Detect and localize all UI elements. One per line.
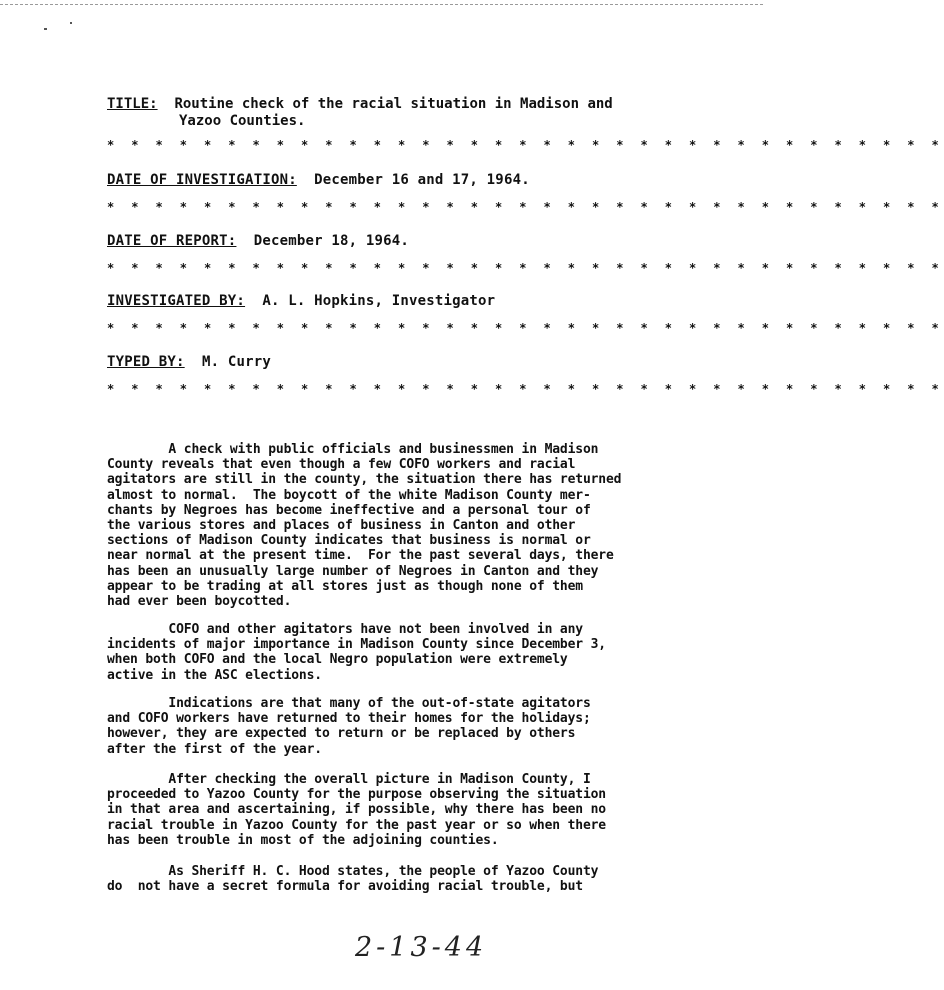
paragraph-line: County reveals that even though a few COFO workers and racial	[107, 457, 576, 473]
paragraph-line: the various stores and places of business in Canton and other	[107, 518, 576, 534]
paragraph-line: in that area and ascertaining, if possible, why there has been no	[107, 802, 606, 818]
handwritten-page-number: 2-13-44	[355, 932, 488, 963]
date-of-report-label: DATE OF REPORT:	[107, 233, 237, 249]
title-line-2: Yazoo Counties.	[179, 113, 306, 129]
date-of-investigation-label: DATE OF INVESTIGATION:	[107, 172, 297, 188]
paragraph-line: chants by Negroes has become ineffective and a personal tour of	[107, 502, 591, 518]
investigated-by-value: A. L. Hopkins, Investigator	[262, 293, 496, 309]
paragraph-line: has been an unusually large number of Negroes in Canton and they	[107, 563, 599, 579]
paragraph-line: and COFO workers have returned to their homes for the holidays;	[107, 711, 591, 727]
title-label: TITLE:	[107, 96, 158, 112]
paragraph-line: active in the ASC elections.	[107, 667, 322, 683]
date-of-investigation-value: December 16 and 17, 1964.	[314, 172, 530, 188]
separator-stars: * * * * * * * * * * * * * * * * * * * * * * * * * * * * * * * * * * *	[107, 200, 944, 214]
title-line-1: Routine check of the racial situation in Madison and	[174, 96, 613, 112]
date-of-report-field	[107, 233, 409, 249]
paragraph-line: After checking the overall picture in Madison County, I	[107, 772, 591, 787]
paragraph-line: COFO and other agitators have not been involved in any	[107, 622, 583, 637]
paragraph-line: racial trouble in Yazoo County for the past year or so when there	[107, 817, 606, 833]
paragraph-line: after the first of the year.	[107, 741, 322, 757]
paragraph-4	[107, 772, 717, 848]
separator-stars: * * * * * * * * * * * * * * * * * * * * * * * * * * * * * * * * * * *	[107, 138, 944, 152]
paragraph-5	[107, 864, 717, 894]
paragraph-line: sections of Madison County indicates that business is normal or	[107, 533, 591, 549]
paragraph-line: almost to normal. The boycott of the white Madison County mer-	[107, 487, 591, 503]
separator-stars: * * * * * * * * * * * * * * * * * * * * * * * * * * * * * * * * * * *	[107, 321, 944, 335]
typed-by-label: TYPED BY:	[107, 354, 185, 370]
paragraph-line: Indications are that many of the out-of-state agitators	[107, 696, 591, 711]
paragraph-line: As Sheriff H. C. Hood states, the people of Yazoo County	[107, 864, 599, 879]
paragraph-line: had ever been boycotted.	[107, 594, 292, 610]
paragraph-line: when both COFO and the local Negro population were extremely	[107, 652, 568, 668]
typed-by-field	[107, 354, 271, 370]
paragraph-line: agitators are still in the county, the situation there has returned	[107, 472, 622, 488]
date-of-report-value: December 18, 1964.	[253, 233, 410, 249]
paragraph-line: has been trouble in most of the adjoining counties.	[107, 832, 499, 848]
paragraph-2	[107, 622, 717, 683]
paragraph-line: incidents of major importance in Madison County since December 3,	[107, 637, 606, 653]
paragraph-3	[107, 696, 717, 757]
paragraph-1	[107, 442, 717, 609]
typed-by-value: M. Curry	[201, 354, 271, 370]
separator-stars: * * * * * * * * * * * * * * * * * * * * * * * * * * * * * * * * * * *	[107, 382, 944, 396]
paragraph-line: near normal at the present time. For the past several days, there	[107, 548, 614, 564]
separator-stars: * * * * * * * * * * * * * * * * * * * * * * * * * * * * * * * * * * *	[107, 261, 944, 275]
paragraph-line: however, they are expected to return or be replaced by others	[107, 726, 576, 742]
title-field	[107, 96, 613, 130]
investigated-by-field	[107, 293, 495, 309]
date-of-investigation-field	[107, 172, 530, 188]
paragraph-line: proceeded to Yazoo County for the purpose observing the situation	[107, 787, 606, 803]
paragraph-line: do not have a secret formula for avoiding racial trouble, but	[107, 879, 583, 895]
paragraph-line: A check with public officials and businessmen in Madison	[107, 442, 599, 457]
investigated-by-label: INVESTIGATED BY:	[107, 293, 246, 309]
paragraph-line: appear to be trading at all stores just as though none of them	[107, 578, 583, 594]
